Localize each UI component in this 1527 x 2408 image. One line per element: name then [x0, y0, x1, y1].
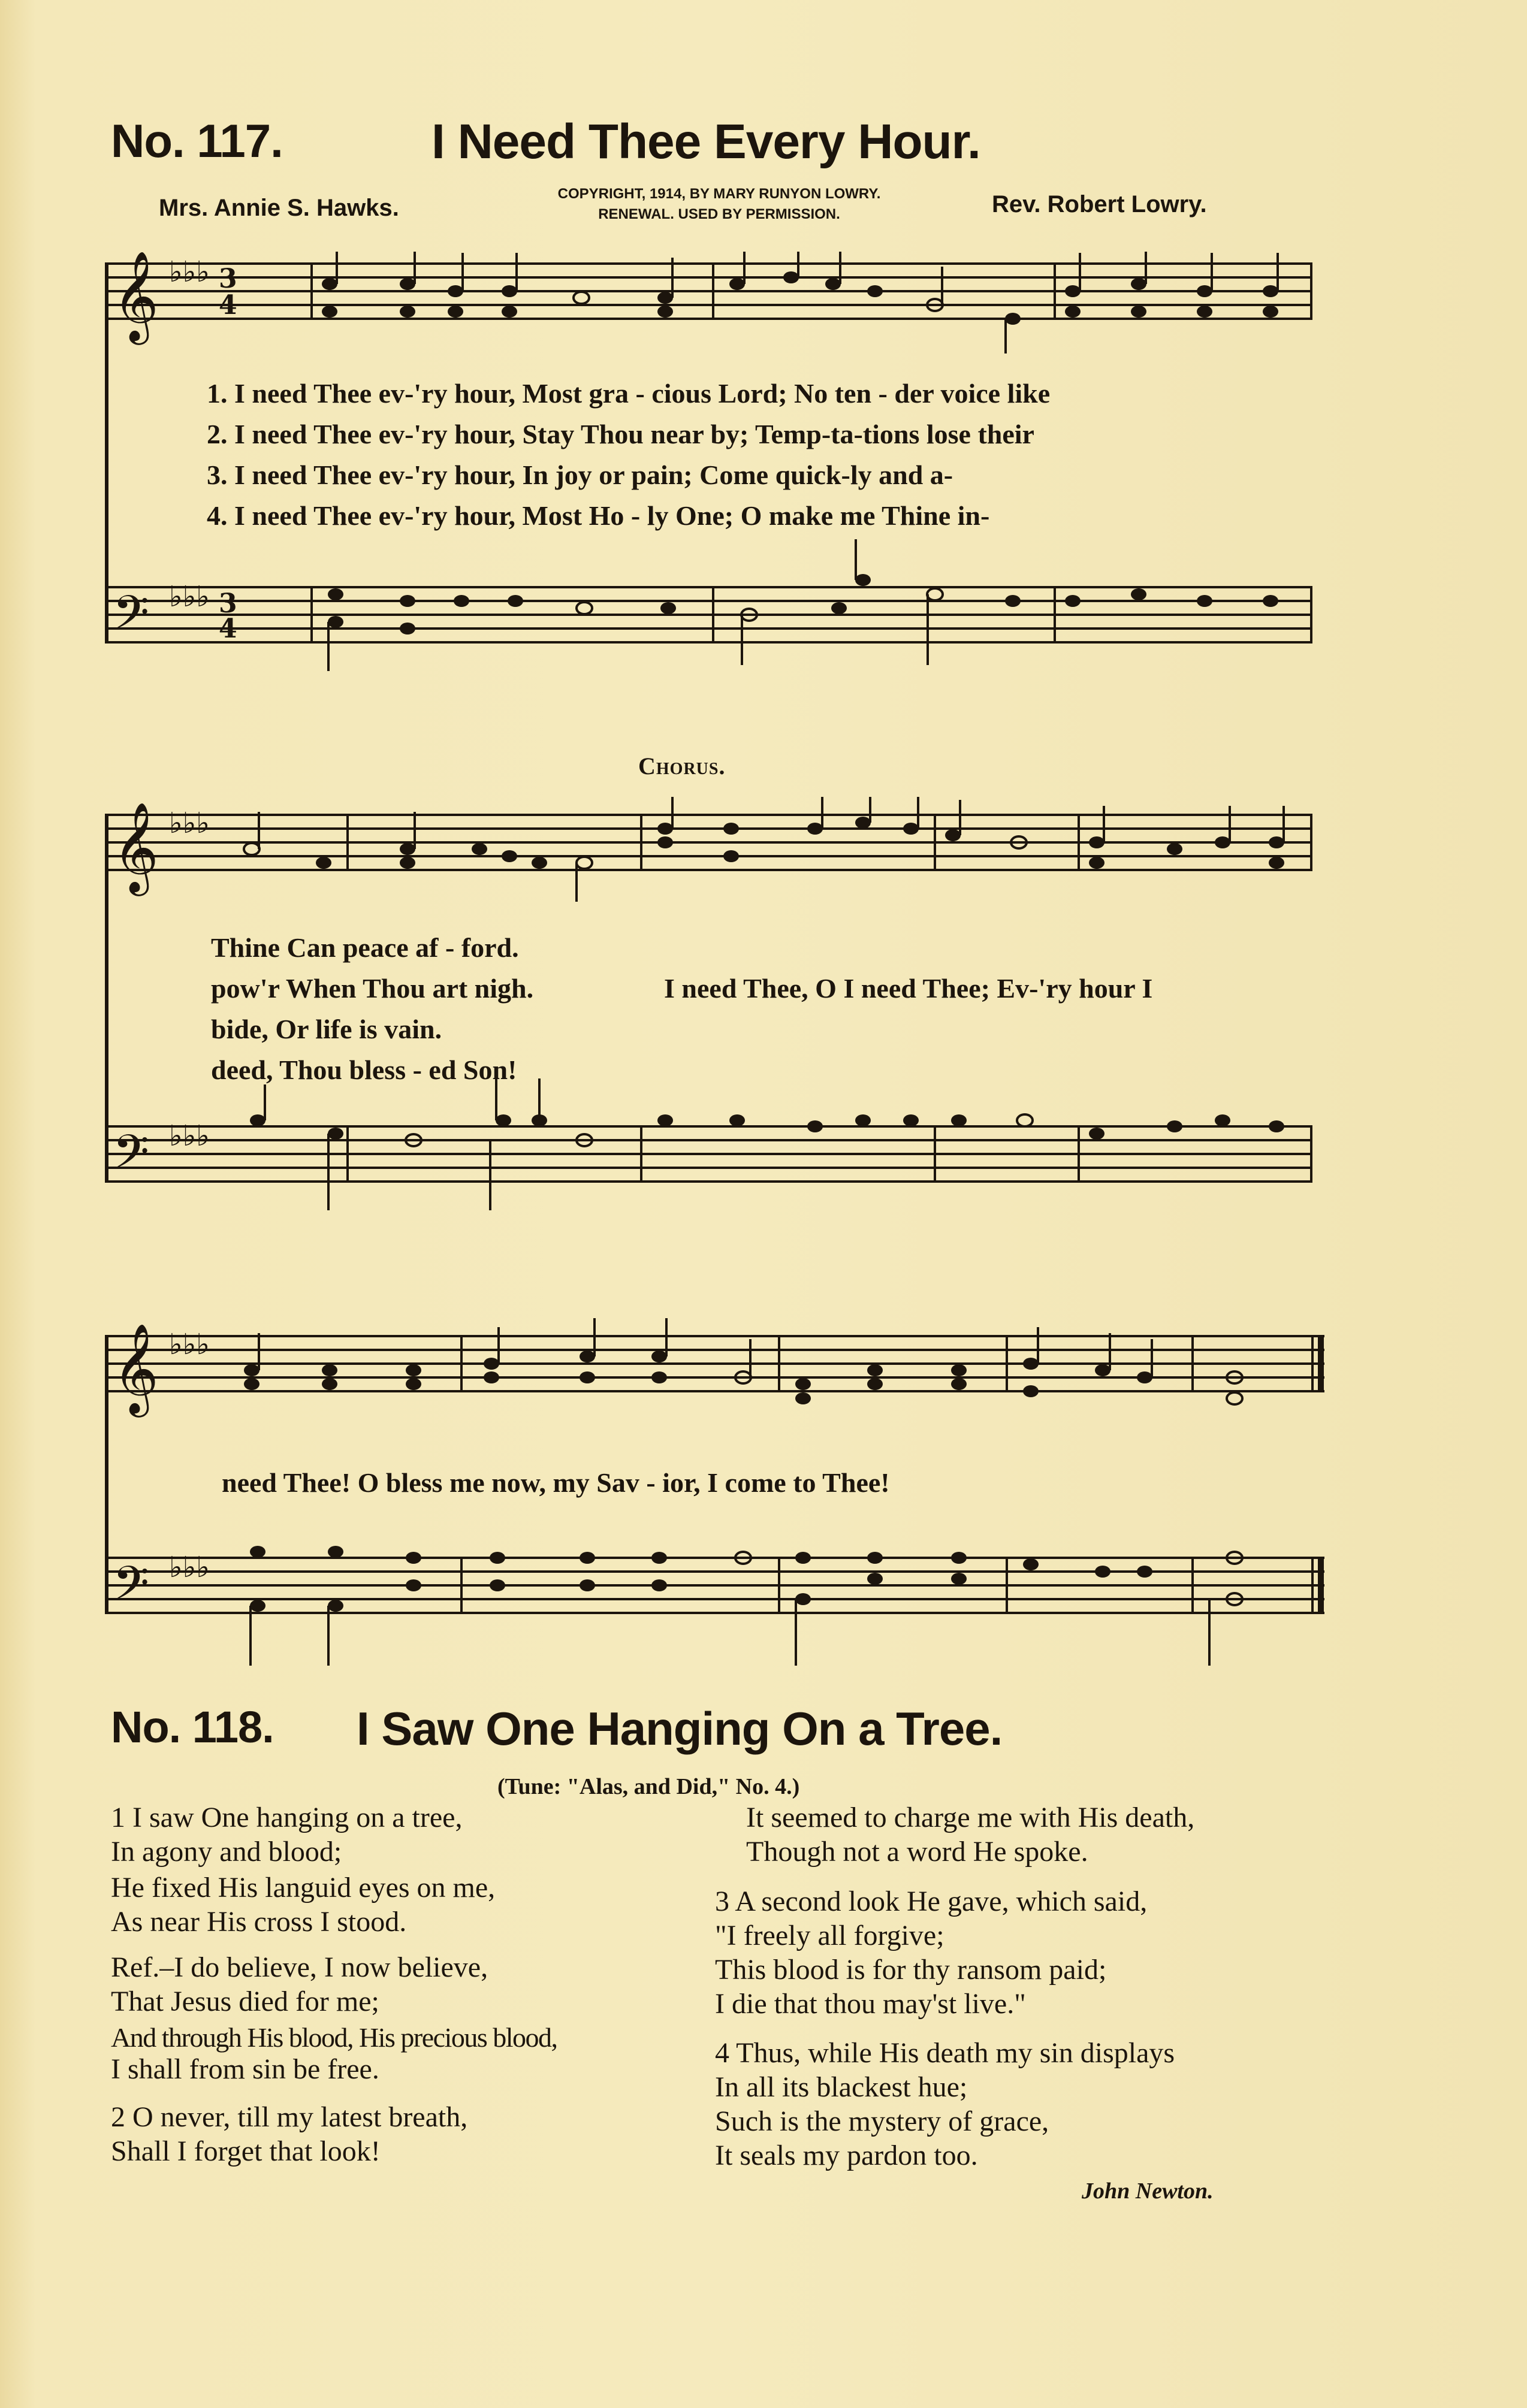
svg-text:𝄞: 𝄞	[113, 801, 159, 892]
poem-author: John Newton.	[1082, 2179, 1214, 2204]
verse-4-ending: deed, Thou bless - ed Son!	[211, 1055, 517, 1085]
poem-line: That Jesus died for me;	[111, 1986, 379, 2017]
poem-line: And through His blood, His precious blood,	[111, 2022, 557, 2053]
chorus-label: Chorus.	[638, 753, 726, 779]
poem-line: It seals my pardon too.	[715, 2140, 978, 2171]
hymn-credits	[0, 183, 1527, 237]
svg-text:3: 3	[219, 264, 237, 294]
poem-line: In all its blackest hue;	[715, 2071, 968, 2103]
svg-text:♭♭♭: ♭♭♭	[169, 255, 210, 289]
verse-3-ending: bide, Or life is vain.	[211, 1014, 442, 1044]
poem-line: Though not a word He spoke.	[746, 1836, 1088, 1868]
copyright-line-2: RENEWAL. USED BY PERMISSION.	[598, 206, 840, 222]
tune-note: (Tune: "Alas, and Did," No. 4.)	[497, 1774, 800, 1799]
verse-2-ending: pow'r When Thou art nigh.	[211, 973, 534, 1004]
svg-text:𝄞: 𝄞	[113, 252, 159, 341]
poem-line: As near His cross I stood.	[111, 1906, 407, 1938]
svg-text:4: 4	[219, 614, 237, 644]
verse-1-line: 1. I need Thee ev-'ry hour, Most gra - cious Lord; No ten - der voice like	[207, 378, 1051, 409]
poem-line: It seemed to charge me with His death,	[746, 1802, 1195, 1833]
verse-3-line: 3. I need Thee ev-'ry hour, In joy or pain; Come quick-ly and a-	[207, 460, 953, 490]
poem-line: 4 Thus, while His death my sin displays	[715, 2037, 1175, 2069]
hymn-number: No. 118.	[111, 1702, 274, 1752]
poem-line: Such is the mystery of grace,	[715, 2105, 1049, 2137]
svg-text:♭♭♭: ♭♭♭	[169, 1119, 210, 1153]
svg-text:♭♭♭: ♭♭♭	[169, 580, 210, 614]
verse-2-line: 2. I need Thee ev-'ry hour, Stay Thou near by; Temp-ta-tions lose their	[207, 419, 1034, 449]
poem-line: I shall from sin be free.	[111, 2053, 379, 2085]
verse-1-ending: Thine Can peace af - ford.	[211, 932, 519, 963]
svg-text:4: 4	[219, 290, 237, 321]
svg-text:♭♭♭: ♭♭♭	[169, 1328, 210, 1361]
lyricist: Mrs. Annie S. Hawks.	[159, 195, 399, 221]
poem-line: He fixed His languid eyes on me,	[111, 1872, 496, 1904]
poem-line: This blood is for thy ransom paid;	[715, 1954, 1107, 1986]
hymn-title: I Need Thee Every Hour.	[431, 114, 980, 169]
svg-text:3: 3	[219, 588, 237, 619]
svg-text:𝄞: 𝄞	[113, 1322, 159, 1413]
poem-line: Ref.–I do believe, I now believe,	[111, 1951, 488, 1983]
svg-text:𝄢: 𝄢	[113, 586, 150, 652]
chorus-line-1: I need Thee, O I need Thee; Ev-'ry hour I	[664, 973, 1153, 1004]
hymn-title: I Saw One Hanging On a Tree.	[357, 1702, 1003, 1755]
poem-line: Shall I forget that look!	[111, 2135, 381, 2167]
poem-line: 2 O never, till my latest breath,	[111, 2101, 468, 2133]
chorus-line-2: need Thee! O bless me now, my Sav - ior, I come to Thee!	[222, 1467, 890, 1498]
poem-line: 3 A second look He gave, which said,	[715, 1886, 1148, 1917]
poem-line: 1 I saw One hanging on a tree,	[111, 1802, 463, 1833]
music-system-2	[0, 797, 1527, 1228]
copyright-line-1: COPYRIGHT, 1914, BY MARY RUNYON LOWRY.	[557, 186, 881, 202]
svg-text:♭♭♭: ♭♭♭	[169, 806, 210, 840]
hymn-number: No. 117.	[111, 114, 283, 167]
svg-text:♭♭♭: ♭♭♭	[169, 1551, 210, 1584]
composer: Rev. Robert Lowry.	[992, 191, 1207, 217]
verse-4-line: 4. I need Thee ev-'ry hour, Most Ho - ly One; O make me Thine in-	[207, 500, 990, 531]
poem-line: "I freely all forgive;	[715, 1920, 944, 1951]
svg-text:𝄢: 𝄢	[113, 1557, 150, 1623]
poem-line: I die that thou may'st live."	[715, 1988, 1026, 2020]
poem-line: In agony and blood;	[111, 1836, 342, 1868]
svg-text:𝄢: 𝄢	[113, 1125, 150, 1191]
copyright-notice	[485, 184, 953, 225]
